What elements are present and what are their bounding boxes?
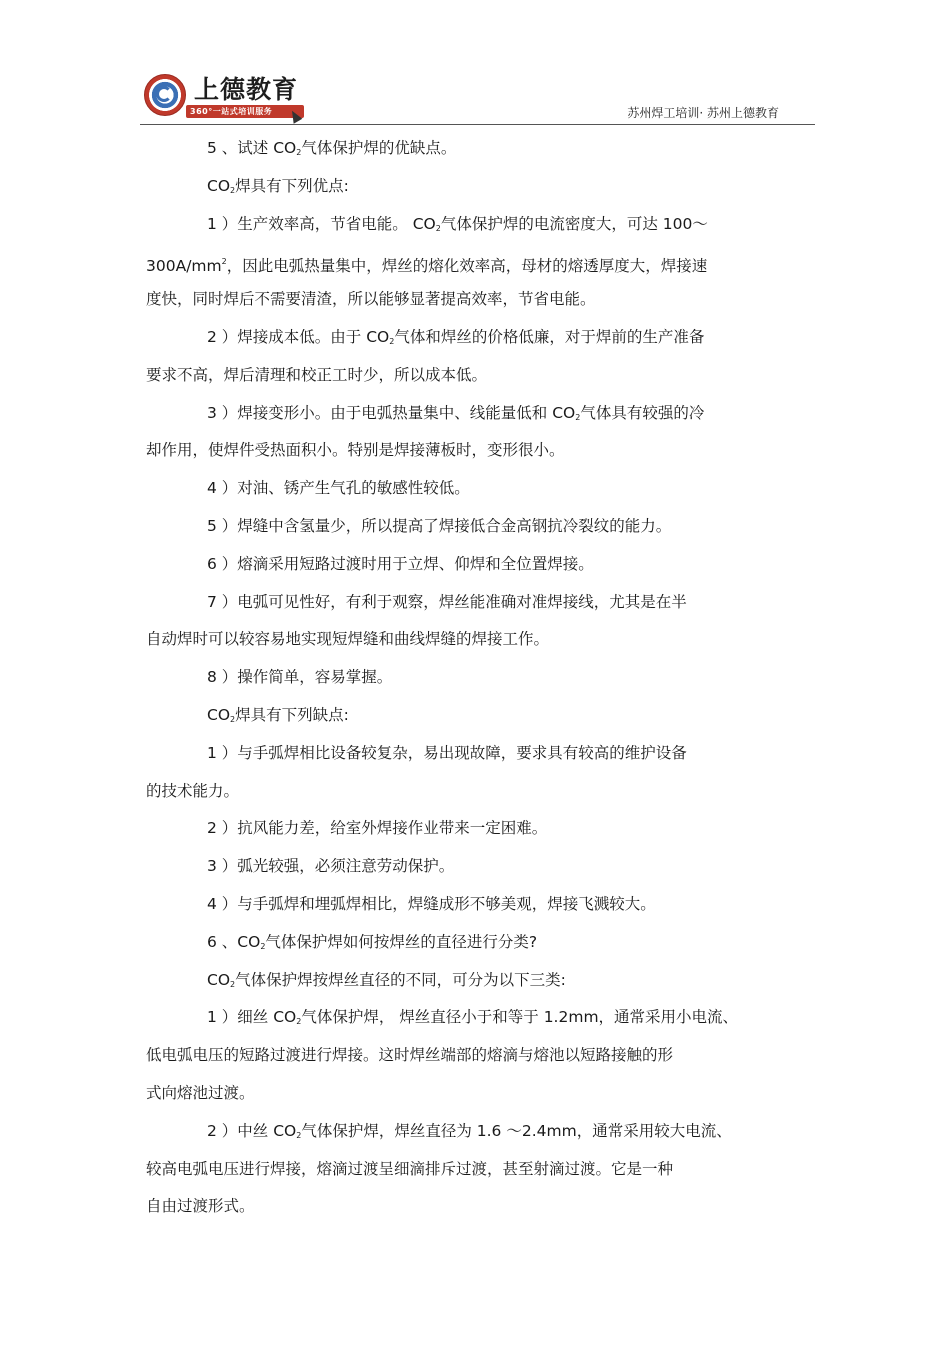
text-line bbox=[146, 432, 811, 470]
text-run: 自动焊时可以较容易地实现短焊缝和曲线焊缝的焊接工作。 bbox=[146, 630, 550, 649]
text-run: 2 ）抗风能力差，给室外焊接作业带来一定困难。 bbox=[207, 819, 548, 838]
text-line bbox=[146, 886, 811, 924]
text-line bbox=[146, 470, 811, 508]
text-line bbox=[146, 319, 811, 357]
text-run: 2 bbox=[221, 257, 227, 267]
text-run: 2 ）焊接成本低。由于 CO bbox=[207, 327, 390, 346]
logo-tagline-bar bbox=[186, 105, 304, 118]
text-line bbox=[146, 810, 811, 848]
text-run: 5 ）焊缝中含氢量少，所以提高了焊接低合金高钢抗冷裂纹的能力。 bbox=[207, 516, 672, 535]
text-run: CO bbox=[207, 176, 231, 195]
text-line bbox=[146, 281, 811, 319]
text-line bbox=[146, 1037, 811, 1075]
text-line bbox=[146, 697, 811, 735]
text-run: 气体保护焊按焊丝直径的不同，可分为以下三类: bbox=[235, 970, 566, 989]
text-run: 2 bbox=[435, 223, 441, 233]
text-run: 的技术能力。 bbox=[146, 781, 240, 800]
text-line bbox=[146, 1151, 811, 1189]
logo-tagline: 360°一站式培训服务 bbox=[190, 107, 273, 116]
text-run: 6 、CO bbox=[207, 932, 261, 951]
text-run: 300A/mm bbox=[146, 257, 222, 276]
text-run: 3 ）弧光较强，必须注意劳动保护。 bbox=[207, 857, 455, 876]
text-line bbox=[146, 659, 811, 697]
text-run: 1 ）与手弧焊相比设备较复杂，易出现故障，要求具有较高的维护设备 bbox=[207, 743, 687, 762]
text-run: 5 、试述 CO bbox=[207, 139, 297, 157]
text-run: 却作用，使焊件受热面积小。特别是焊接薄板时，变形很小。 bbox=[146, 441, 565, 460]
text-run: 1 ）生产效率高，节省电能。 CO bbox=[207, 214, 436, 233]
page-header bbox=[140, 66, 815, 126]
text-line bbox=[146, 395, 811, 433]
text-run: 气体具有较强的冷 bbox=[580, 403, 705, 422]
text-run: 较高电弧电压进行焊接，熔滴过渡呈细滴排斥过渡，甚至射滴过渡。它是一种 bbox=[146, 1159, 674, 1178]
text-run: 要求不高，焊后清理和校正工时少，所以成本低。 bbox=[146, 365, 488, 384]
text-line bbox=[146, 999, 811, 1037]
text-line bbox=[146, 168, 811, 206]
text-line bbox=[146, 130, 811, 168]
text-run: 度快，同时焊后不需要清渣，所以能够显著提高效率，节省电能。 bbox=[146, 290, 596, 309]
text-run: CO bbox=[207, 970, 231, 989]
text-run: 低电弧电压的短路过渡进行焊接。这时焊丝端部的熔滴与熔池以短路接触的形 bbox=[146, 1046, 674, 1065]
logo-title: 上德教育 bbox=[194, 75, 299, 104]
text-run: 2 bbox=[230, 714, 236, 724]
text-run: 焊具有下列优点: bbox=[235, 176, 349, 195]
text-line bbox=[146, 584, 811, 622]
text-line bbox=[146, 546, 811, 584]
text-run: 2 bbox=[230, 979, 236, 989]
text-line bbox=[146, 1188, 811, 1226]
text-line bbox=[146, 773, 811, 811]
text-run: 4 ）对油、锈产生气孔的敏感性较低。 bbox=[207, 479, 470, 498]
text-run: 2 bbox=[575, 412, 581, 422]
text-run: 气体保护焊，焊丝直径为 1.6 ～2.4mm，通常采用较大电流、 bbox=[301, 1121, 732, 1140]
text-line bbox=[146, 962, 811, 1000]
text-run: 7 ）电弧可见性好，有利于观察，焊丝能准确对准焊接线，尤其是在半 bbox=[207, 592, 687, 611]
text-run: 6 ）熔滴采用短路过渡时用于立焊、仰焊和全位置焊接。 bbox=[207, 554, 594, 573]
text-line bbox=[146, 924, 811, 962]
text-run: 气体和焊丝的价格低廉，对于焊前的生产准备 bbox=[394, 327, 705, 346]
text-run: 气体保护焊， 焊丝直径小于和等于 1.2mm，通常采用小电流、 bbox=[301, 1008, 739, 1027]
text-run: 气体保护焊的优缺点。 bbox=[301, 139, 457, 157]
text-line bbox=[146, 508, 811, 546]
text-run: 2 bbox=[296, 1130, 302, 1140]
text-run: CO bbox=[207, 705, 231, 724]
text-run: 2 bbox=[296, 1017, 302, 1027]
text-line bbox=[146, 357, 811, 395]
text-run: 8 ）操作简单，容易掌握。 bbox=[207, 668, 393, 687]
text-line bbox=[146, 1113, 811, 1151]
text-run: 3 ）焊接变形小。由于电弧热量集中、线能量低和 CO bbox=[207, 403, 576, 422]
document-body bbox=[146, 130, 811, 1226]
text-run: 气体保护焊如何按焊丝的直径进行分类? bbox=[265, 932, 538, 951]
text-run: 2 bbox=[296, 148, 302, 157]
header-divider bbox=[140, 124, 815, 125]
text-run: 焊具有下列缺点: bbox=[235, 705, 349, 724]
text-line bbox=[146, 621, 811, 659]
logo-swirl-icon bbox=[156, 86, 172, 102]
text-run: 2 bbox=[389, 336, 395, 346]
text-line bbox=[146, 735, 811, 773]
text-line bbox=[146, 848, 811, 886]
text-run: 式向熔池过渡。 bbox=[146, 1083, 255, 1102]
text-run: 气体保护焊的电流密度大，可达 100～ bbox=[440, 214, 708, 233]
text-run: 4 ）与手弧焊和埋弧焊相比，焊缝成形不够美观，焊接飞溅较大。 bbox=[207, 894, 656, 913]
text-run: 自由过渡形式。 bbox=[146, 1197, 255, 1216]
text-line bbox=[146, 1075, 811, 1113]
text-run: 2 bbox=[260, 941, 266, 951]
text-line bbox=[146, 206, 811, 244]
logo bbox=[140, 72, 320, 122]
text-line bbox=[146, 243, 811, 281]
text-run: 1 ）细丝 CO bbox=[207, 1008, 297, 1027]
text-run: ，因此电弧热量集中，焊丝的熔化效率高，母材的熔透厚度大，焊接速 bbox=[226, 257, 708, 276]
text-run: 2 bbox=[230, 185, 236, 195]
header-site-text: 苏州焊工培训· 苏州上德教育 bbox=[627, 106, 779, 120]
text-run: 2 ）中丝 CO bbox=[207, 1121, 297, 1140]
